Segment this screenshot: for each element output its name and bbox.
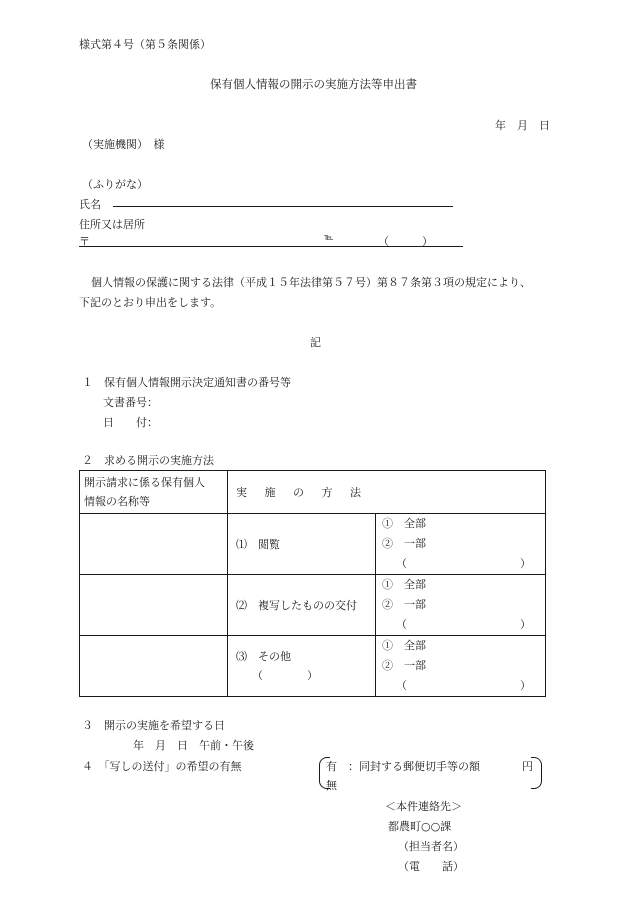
mail-no-option[interactable]: 無 bbox=[326, 779, 337, 792]
paren-open: （ bbox=[396, 679, 407, 692]
header-info-name bbox=[80, 471, 228, 514]
option-part-detail[interactable] bbox=[376, 676, 545, 696]
option-part[interactable]: ② 一部 bbox=[382, 537, 426, 550]
name-field-line[interactable] bbox=[113, 206, 453, 207]
recipient-agency: （実施機関） 様 bbox=[82, 138, 165, 151]
tel-mark: ℡ bbox=[324, 233, 334, 243]
header-info-name-line-1: 開示請求に係る保有個人 bbox=[84, 476, 205, 489]
intro-text-line-2: 下記のとおり申出をします。 bbox=[79, 296, 222, 309]
option-cell bbox=[376, 575, 546, 636]
method-cell bbox=[228, 575, 376, 636]
mail-yes-option[interactable]: 有 ：同封する郵便切手等の額 bbox=[326, 760, 480, 773]
address-field-line[interactable] bbox=[79, 246, 463, 247]
contact-title: ＜本件連絡先＞ bbox=[385, 800, 462, 813]
notice-date-label: 日 付： bbox=[103, 416, 158, 429]
furigana-label: （ふりがな） bbox=[82, 178, 148, 191]
option-part-detail[interactable] bbox=[376, 554, 545, 574]
paren-open: （ bbox=[396, 618, 407, 631]
desired-date-line: 年 月 日 午前・午後 bbox=[133, 739, 254, 752]
option-cell bbox=[376, 514, 546, 575]
postal-mark: 〒 bbox=[79, 235, 90, 248]
header-method: 実 施 の 方 法 bbox=[228, 471, 546, 514]
info-name-cell[interactable] bbox=[80, 514, 228, 575]
ki-marker: 記 bbox=[310, 336, 321, 349]
address-label: 住所又は居所 bbox=[79, 218, 145, 231]
contact-phone: （電 話） bbox=[398, 860, 464, 873]
method-other-detail[interactable]: （ ） bbox=[252, 669, 318, 682]
submission-date: 年 月 日 bbox=[495, 119, 550, 132]
section-1-heading: １ 保有個人情報開示決定通知書の番号等 bbox=[82, 376, 291, 389]
section-4-heading: ４ 「写しの送付」の希望の有無 bbox=[82, 760, 242, 773]
option-part[interactable]: ② 一部 bbox=[382, 659, 426, 672]
contact-department: 都農町○○課 bbox=[388, 820, 452, 833]
paren-open: （ bbox=[396, 557, 407, 570]
paren-close: ） bbox=[520, 679, 531, 692]
tel-parentheses: （ ） bbox=[378, 235, 433, 248]
doc-number-label: 文書番号： bbox=[103, 396, 158, 409]
disclosure-method-table bbox=[79, 470, 546, 697]
option-part[interactable]: ② 一部 bbox=[382, 598, 426, 611]
right-brace bbox=[531, 757, 542, 789]
option-all[interactable]: ① 全部 bbox=[382, 517, 426, 530]
method-label: ⑶ その他 bbox=[236, 650, 291, 663]
header-info-name-line-2: 情報の名称等 bbox=[84, 495, 150, 508]
option-all[interactable]: ① 全部 bbox=[382, 639, 426, 652]
info-name-cell[interactable] bbox=[80, 575, 228, 636]
method-cell bbox=[228, 636, 376, 697]
section-2-heading: ２ 求める開示の実施方法 bbox=[82, 454, 214, 467]
option-all[interactable]: ① 全部 bbox=[382, 578, 426, 591]
table-row bbox=[80, 575, 546, 636]
table-row bbox=[80, 636, 546, 697]
option-part-detail[interactable] bbox=[376, 615, 545, 635]
table-row bbox=[80, 514, 546, 575]
form-number: 様式第４号（第５条関係） bbox=[79, 38, 211, 51]
paren-close: ） bbox=[520, 618, 531, 631]
yen-label: 円 bbox=[522, 760, 533, 773]
document-title: 保有個人情報の開示の実施方法等申出書 bbox=[210, 77, 417, 91]
method-cell bbox=[228, 514, 376, 575]
section-3-heading: ３ 開示の実施を希望する日 bbox=[82, 719, 225, 732]
option-cell bbox=[376, 636, 546, 697]
info-name-cell[interactable] bbox=[80, 636, 228, 697]
method-label: ⑵ 複写したものの交付 bbox=[236, 598, 357, 612]
paren-close: ） bbox=[520, 557, 531, 570]
name-label: 氏名 bbox=[79, 198, 101, 211]
intro-text-line-1: 個人情報の保護に関する法律（平成１５年法律第５７号）第８７条第３項の規定により、 bbox=[91, 276, 531, 289]
contact-person: （担当者名） bbox=[398, 840, 464, 853]
method-label: ⑴ 閲覧 bbox=[236, 537, 280, 551]
